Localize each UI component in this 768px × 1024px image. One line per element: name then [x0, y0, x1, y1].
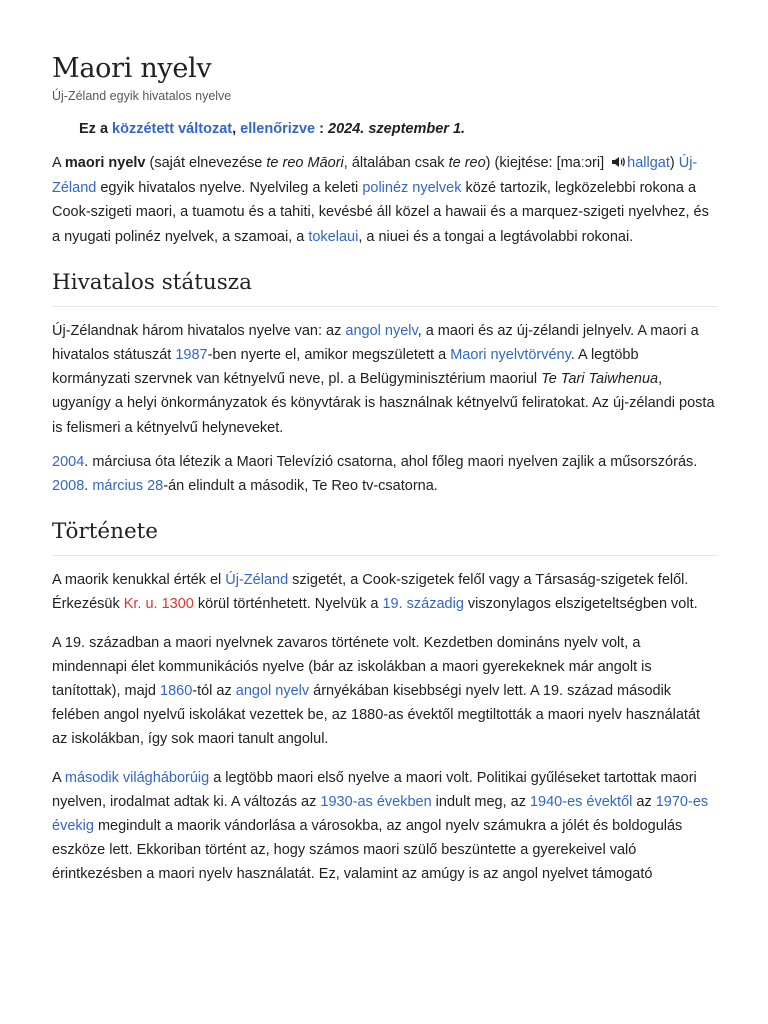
text: . A legtöbb kormányzati szervnek van kétnyelvű neve, pl. a Belügyminisztérium maoriul	[52, 347, 639, 388]
revision-sep: ,	[232, 121, 241, 137]
revision-prefix: Ez a	[79, 121, 113, 137]
text: közé tartozik, legközelebbi rokona a Cook-szigeti maori, a tuamotu és a tahiti, kevésbé áll közel a hawaii és a marquez-szigeti nyelvhez, és a nyugati polinéz nyelvek, a szamoai, a	[52, 180, 709, 245]
text: -ben nyerte el, amikor megszületett a	[207, 347, 451, 364]
reviewed-link[interactable]: ellenőrizve	[240, 121, 316, 137]
listen-link[interactable]: hallgat	[627, 155, 670, 171]
text: , általában csak	[343, 155, 449, 171]
link-1970s[interactable]: 1970-es évekig	[52, 793, 709, 835]
text: A	[52, 155, 65, 171]
text: A 19. században a maori nyelvnek zavaros története volt. Kezdetben domináns nyelv volt, a mindennapi élet kommunikációs nyelve (bár az iskolákban a maori gyerekeknek már angolt is tanítottak), majd	[52, 634, 652, 700]
link-english-language[interactable]: angol nyelv	[345, 322, 418, 339]
text: ) (kiejtése: [maːɔri]	[485, 155, 609, 171]
link-new-zealand[interactable]: Új-Zéland	[52, 155, 698, 197]
text: )	[669, 155, 679, 171]
text: .	[84, 478, 93, 495]
text: Új-Zélandnak három hivatalos nyelve van: az	[52, 322, 346, 339]
link-1987[interactable]: 1987	[175, 347, 208, 364]
text: A	[52, 769, 65, 786]
link-polynesian-languages[interactable]: polinéz nyelvek	[362, 180, 462, 197]
link-1940s[interactable]: 1940-es évektől	[529, 793, 633, 810]
text: egyik hivatalos nyelve. Nyelvileg a keleti	[96, 180, 363, 197]
text: indult meg, az	[431, 793, 530, 810]
link-new-zealand[interactable]: Új-Zéland	[225, 572, 289, 589]
history-paragraph-1	[52, 568, 718, 616]
history-paragraph-3	[52, 766, 718, 887]
text: viszonylagos elszigeteltségben volt.	[463, 596, 698, 613]
history-paragraph-2	[52, 631, 718, 752]
page-subtitle: Új-Zéland egyik hivatalos nyelve	[52, 89, 232, 103]
text: szigetét, a Cook-szigetek felől vagy a Társaság-szigetek felől. Érkezésük	[52, 572, 689, 613]
link-2008[interactable]: 2008	[52, 478, 85, 495]
text: megindult a maorik vándorlása a városokba, az angol nyelv számukra a jólét és boldogulás eszköze lett. Ekkoriban történt az, hogy számos maori szülő beszüntette a gyerekeivel való érintkezésben a maori nyelv használatát. Ez, valamint az amúgy is az angol nyelvet támogató	[52, 818, 683, 883]
link-2004[interactable]: 2004	[52, 453, 85, 470]
link-19th-century[interactable]: 19. századig	[382, 596, 464, 613]
redlink-1300-ad[interactable]: Kr. u. 1300	[123, 596, 194, 613]
text: az	[632, 793, 656, 810]
speaker-icon[interactable]	[611, 152, 625, 176]
ministry-maori-name: Te Tari Taiwhenua	[541, 371, 659, 388]
text: (saját elnevezése	[145, 155, 267, 171]
page-title: Maori nyelv	[52, 53, 212, 84]
text: -tól az	[192, 683, 236, 700]
article	[52, 0, 718, 887]
text: a legtöbb maori első nyelve a maori volt. Politikai gyűléseket tartottak maori nyelven, irodalmat adtak ki. A változás az	[52, 769, 697, 810]
revision-colon: :	[315, 121, 329, 137]
text: , a maori és az új-zélandi jelnyelv. A maori a hivatalos státuszát	[52, 322, 699, 364]
text: árnyékában kisebbségi nyelv lett. A 19. század második felében angol nyelvű iskolákat vezettek be, az 1880-as évektől megtiltották a maori nyelv használatát az iskolákban, így sok maori tanult angolul.	[52, 683, 701, 748]
text: , ugyanígy a helyi önkormányzatok és könyvtárak is használnak kétnyelvű feliratokat. Az új-zélandi posta is felismeri a kétnyelvű helyneveket.	[52, 371, 715, 436]
heading-official-status: Hivatalos státusza	[52, 268, 718, 307]
published-version-link[interactable]: közzétett változat	[112, 121, 233, 137]
text: A maorik kenukkal érték el	[52, 572, 226, 589]
link-english-language[interactable]: angol nyelv	[235, 683, 310, 700]
revision-date: 2024. szeptember 1.	[328, 121, 466, 137]
text: -án elindult a második, Te Reo tv-csatorna.	[163, 478, 438, 495]
short-name: te reo	[448, 155, 486, 171]
text: körül történhetett. Nyelvük a	[193, 596, 383, 613]
heading-history: Története	[52, 517, 718, 556]
text: . márciusa óta létezik a Maori Televízió csatorna, ahol főleg maori nyelven zajlik a műsorszórás.	[84, 453, 698, 470]
native-name: te reo Māori	[266, 155, 344, 171]
link-tokelauan[interactable]: tokelaui	[308, 228, 359, 245]
link-1930s[interactable]: 1930-as években	[320, 793, 432, 810]
status-paragraph-1	[52, 319, 718, 440]
link-maori-language-act[interactable]: Maori nyelvtörvény	[450, 347, 571, 364]
text: , a niuei és a tongai a legtávolabbi rokonai.	[358, 228, 634, 245]
term-bold: maori nyelv	[64, 155, 146, 171]
link-march-28[interactable]: március 28	[92, 478, 164, 495]
link-world-war-2[interactable]: második világháborúig	[64, 769, 210, 786]
revision-notice	[79, 118, 718, 140]
link-1860[interactable]: 1860	[160, 683, 193, 700]
status-paragraph-2	[52, 450, 718, 498]
intro-paragraph	[52, 151, 718, 249]
